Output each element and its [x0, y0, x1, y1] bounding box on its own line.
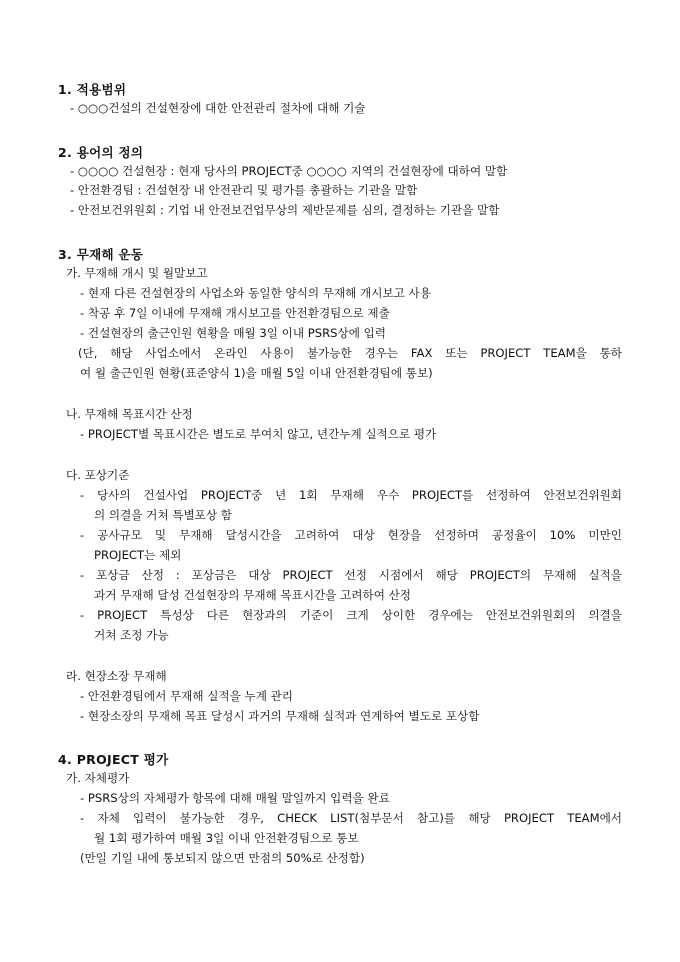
text-line: - PSRS상의 자체평가 항목에 대해 매월 말일까지 입력을 완료	[80, 791, 390, 805]
text-line: 의 의결을 거쳐 특별포상 함	[94, 508, 232, 522]
text-line: - 포상금 산정 : 포상금은 대상 PROJECT 선정 시점에서 해당 PROJECT의 무재해 실적을	[80, 568, 622, 582]
subsection-heading: 라. 현장소장 무재해	[66, 669, 167, 683]
subsection-heading: 가. 무재해 개시 및 월말보고	[66, 266, 208, 280]
text-line: - ○○○○ 건설현장 : 현재 당사의 PROJECT중 ○○○○ 지역의 건설현장에 대하여 말함	[70, 164, 508, 178]
text-line: - 안전보건위원회 : 기업 내 안전보건업무상의 제반문제를 심의, 결정하는 기관을 말함	[70, 203, 500, 217]
subsection-heading: 다. 포상기준	[66, 468, 130, 482]
text-line: - PROJECT별 목표시간은 별도로 부여치 않고, 년간누계 실적으로 평가	[80, 427, 437, 441]
text-line: 여 월 출근인원 현황(표준양식 1)을 매월 5일 이내 안전환경팀에 통보)	[80, 366, 433, 380]
text-line: PROJECT는 제외	[94, 548, 182, 562]
subsection-heading: 나. 무재해 목표시간 산정	[66, 407, 193, 421]
text-line: - 현장소장의 무재해 목표 달성시 과거의 무재해 실적과 연계하여 별도로 포상함	[80, 709, 480, 723]
section-title: 1. 적용범위	[58, 82, 127, 97]
text-line: - 공사규모 및 무재해 달성시간을 고려하여 대상 현장을 선정하며 공정율이 10% 미만인	[80, 528, 622, 542]
text-line: - 자체 입력이 불가능한 경우, CHECK LIST(첨부문서 참고)를 해당 PROJECT TEAM에서	[80, 811, 622, 825]
text-line: 거쳐 조정 가능	[94, 628, 169, 642]
text-line: - 당사의 건설사업 PROJECT중 년 1회 무재해 우수 PROJECT를 선정하여 안전보건위원회	[80, 488, 622, 502]
text-line: - 안전환경팀에서 무재해 실적을 누계 관리	[80, 689, 294, 703]
text-line: (단, 해당 사업소에서 온라인 사용이 불가능한 경우는 FAX 또는 PROJECT TEAM을 통하	[78, 346, 622, 360]
subsection-heading: 가. 자체평가	[66, 771, 130, 785]
section-title: 2. 용어의 정의	[58, 145, 144, 160]
text-line: - 건설현장의 출근인원 현황을 매월 3일 이내 PSRS상에 입력	[80, 326, 387, 340]
section-title: 3. 무재해 운동	[58, 247, 144, 262]
text-line: (만일 기일 내에 통보되지 않으면 만점의 50%로 산정함)	[80, 851, 365, 865]
section-title: 4. PROJECT 평가	[58, 752, 169, 767]
text-line: - 현재 다른 건설현장의 사업소와 동일한 양식의 무재해 개시보고 사용	[80, 286, 431, 300]
text-line: - 안전환경팀 : 건설현장 내 안전관리 및 평가를 총괄하는 기관을 말함	[70, 183, 418, 197]
text-line: - 착공 후 7일 이내에 무재해 개시보고를 안전환경팀으로 제출	[80, 306, 390, 320]
text-line: 과거 무재해 달성 건설현장의 무재해 목표시간을 고려하여 산정	[94, 588, 411, 602]
text-line: - PROJECT 특성상 다른 현장과의 기준이 크게 상이한 경우에는 안전보건위원회의 의결을	[80, 608, 622, 622]
text-line: 월 1회 평가하여 매월 3일 이내 안전환경팀으로 통보	[94, 831, 359, 845]
text-line: - ○○○건설의 건설현장에 대한 안전관리 절차에 대해 기술	[70, 101, 366, 115]
